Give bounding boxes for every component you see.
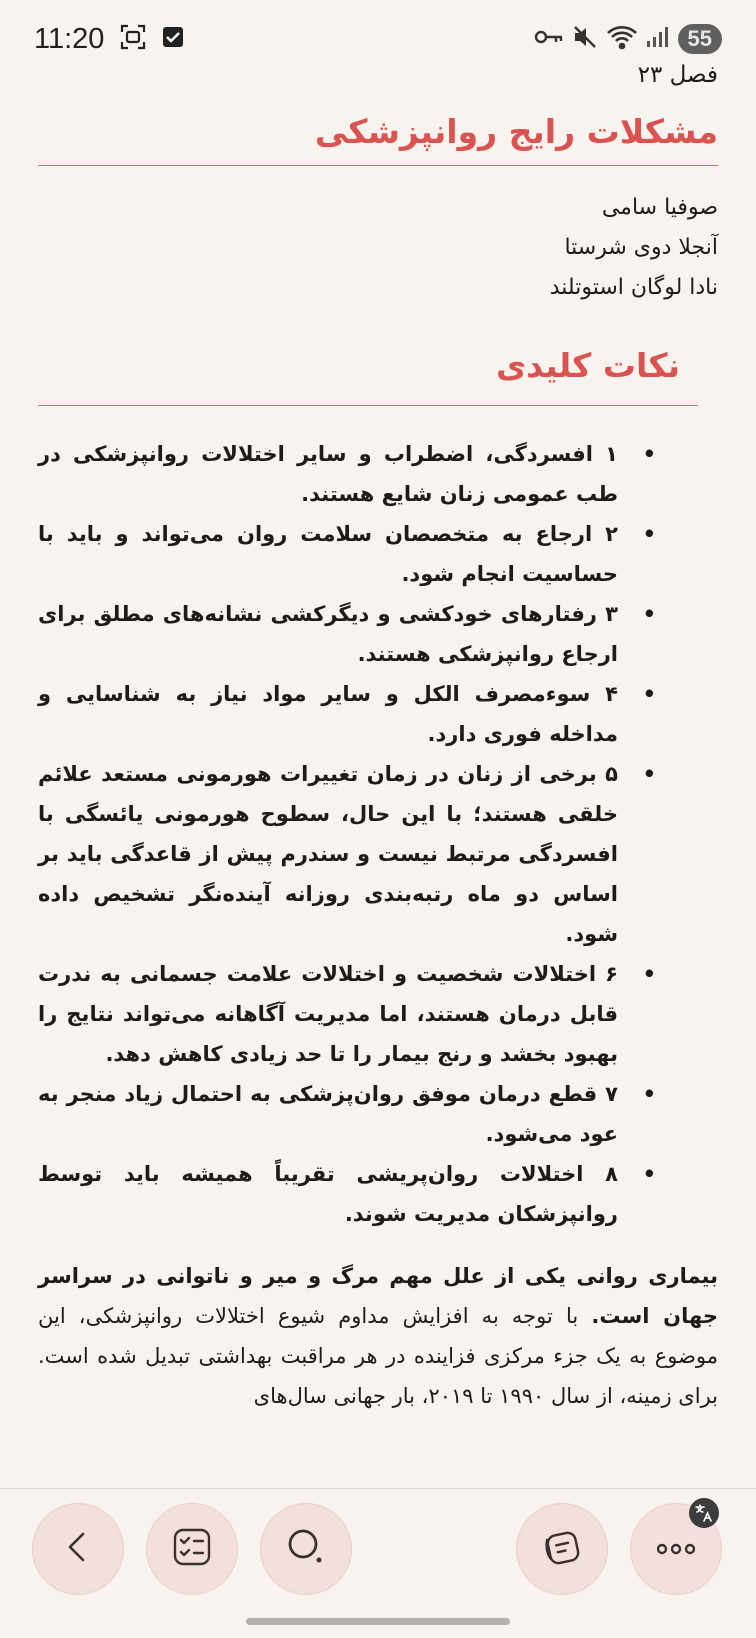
key-point-item: • ۳ رفتارهای خودکشی و دیگرکشی نشانه‌های مطلق برای ارجاع روانپزشکی هستند. [38,594,718,674]
battery-indicator: 55 [678,24,722,54]
key-point-item: • ۶ اختلالات شخصیت و اختلالات علامت جسمانی به ندرت قابل درمان هستند، اما مدیریت آگاهانه می‌تواند نتایج را بهبود بخشد و رنج بیمار را تا حد زیادی کاهش دهد. [38,954,718,1074]
body-lead-sentence: بیماری روانی یکی از علل مهم مرگ و میر و ناتوانی در سراسر جهان است. [38,1264,718,1328]
key-point-item: • ۲ ارجاع به متخصصان سلامت روان می‌تواند و باید با حساسیت انجام شود. [38,514,718,594]
body-paragraph [38,1256,718,1416]
mute-icon [572,24,598,54]
status-time: 11:20 [34,22,105,55]
screenshot-icon [120,24,146,54]
chapter-label: فصل ۲۳ [637,62,718,88]
wifi-icon [606,24,638,54]
table-of-contents-button[interactable] [146,1503,238,1595]
notes-icon [541,1526,583,1572]
status-right [534,24,722,54]
more-icon [657,1540,695,1559]
body-text: با توجه به افزایش مداوم شیوع اختلالات روانپزشکی، این موضوع به یک جزء مرکزی فزاینده در هر مراقبت بهداشتی تبدیل شده است. برای زمینه، از سال ۱۹۹۰ تا ۲۰۱۹، بار جهانی سال‌های [38,1304,718,1408]
author-name: صوفیا سامی [601,195,718,220]
key-point-item: • ۵ برخی از زنان در زمان تغییرات هورمونی مستعد علائم خلقی هستند؛ با این حال، سطوح هورمونی یائسگی با افسردگی مرتبط نیست و سندرم پیش از قاعدگی باید بر اساس دو ماه رتبه‌بندی روزانه آینده‌نگر تشخیص داده شود. [38,754,718,954]
key-point-item: • ۸ اختلالات روان‌پریشی تقریباً همیشه باید توسط روانپزشکان مدیریت شوند. [38,1154,718,1234]
chevron-left-icon [61,1530,95,1568]
chapter-title: مشکلات رایج روانپزشکی [38,112,718,166]
author-name: آنجلا دوی شرستا [564,235,718,260]
signal-icon [646,25,670,53]
home-indicator[interactable] [246,1618,510,1625]
search-button[interactable] [260,1503,352,1595]
key-point-item: • ۷ قطع درمان موفق روان‌پزشکی به احتمال زیاد منجر به عود می‌شود. [38,1074,718,1154]
checklist-icon [172,1527,212,1571]
translate-icon [689,1498,719,1528]
more-button[interactable] [630,1503,722,1595]
author-list [38,188,718,308]
key-point-item: • ۱ افسردگی، اضطراب و سایر اختلالات روانپزشکی در طب عمومی زنان شایع هستند. [38,434,718,514]
key-point-item: • ۴ سوءمصرف الکل و سایر مواد نیاز به شناسایی و مداخله فوری دارد. [38,674,718,754]
back-button[interactable] [32,1503,124,1595]
checkbox-notification-icon [162,26,184,52]
notes-button[interactable] [516,1503,608,1595]
author-name: نادا لوگان استوتلند [549,275,718,300]
reader-content [38,62,718,1437]
key-points-heading: نکات کلیدی [38,346,698,406]
key-points-list [38,434,718,1234]
key-icon [534,27,564,51]
status-left [34,23,184,56]
toolbar-divider [0,1488,756,1489]
search-icon [286,1527,326,1571]
